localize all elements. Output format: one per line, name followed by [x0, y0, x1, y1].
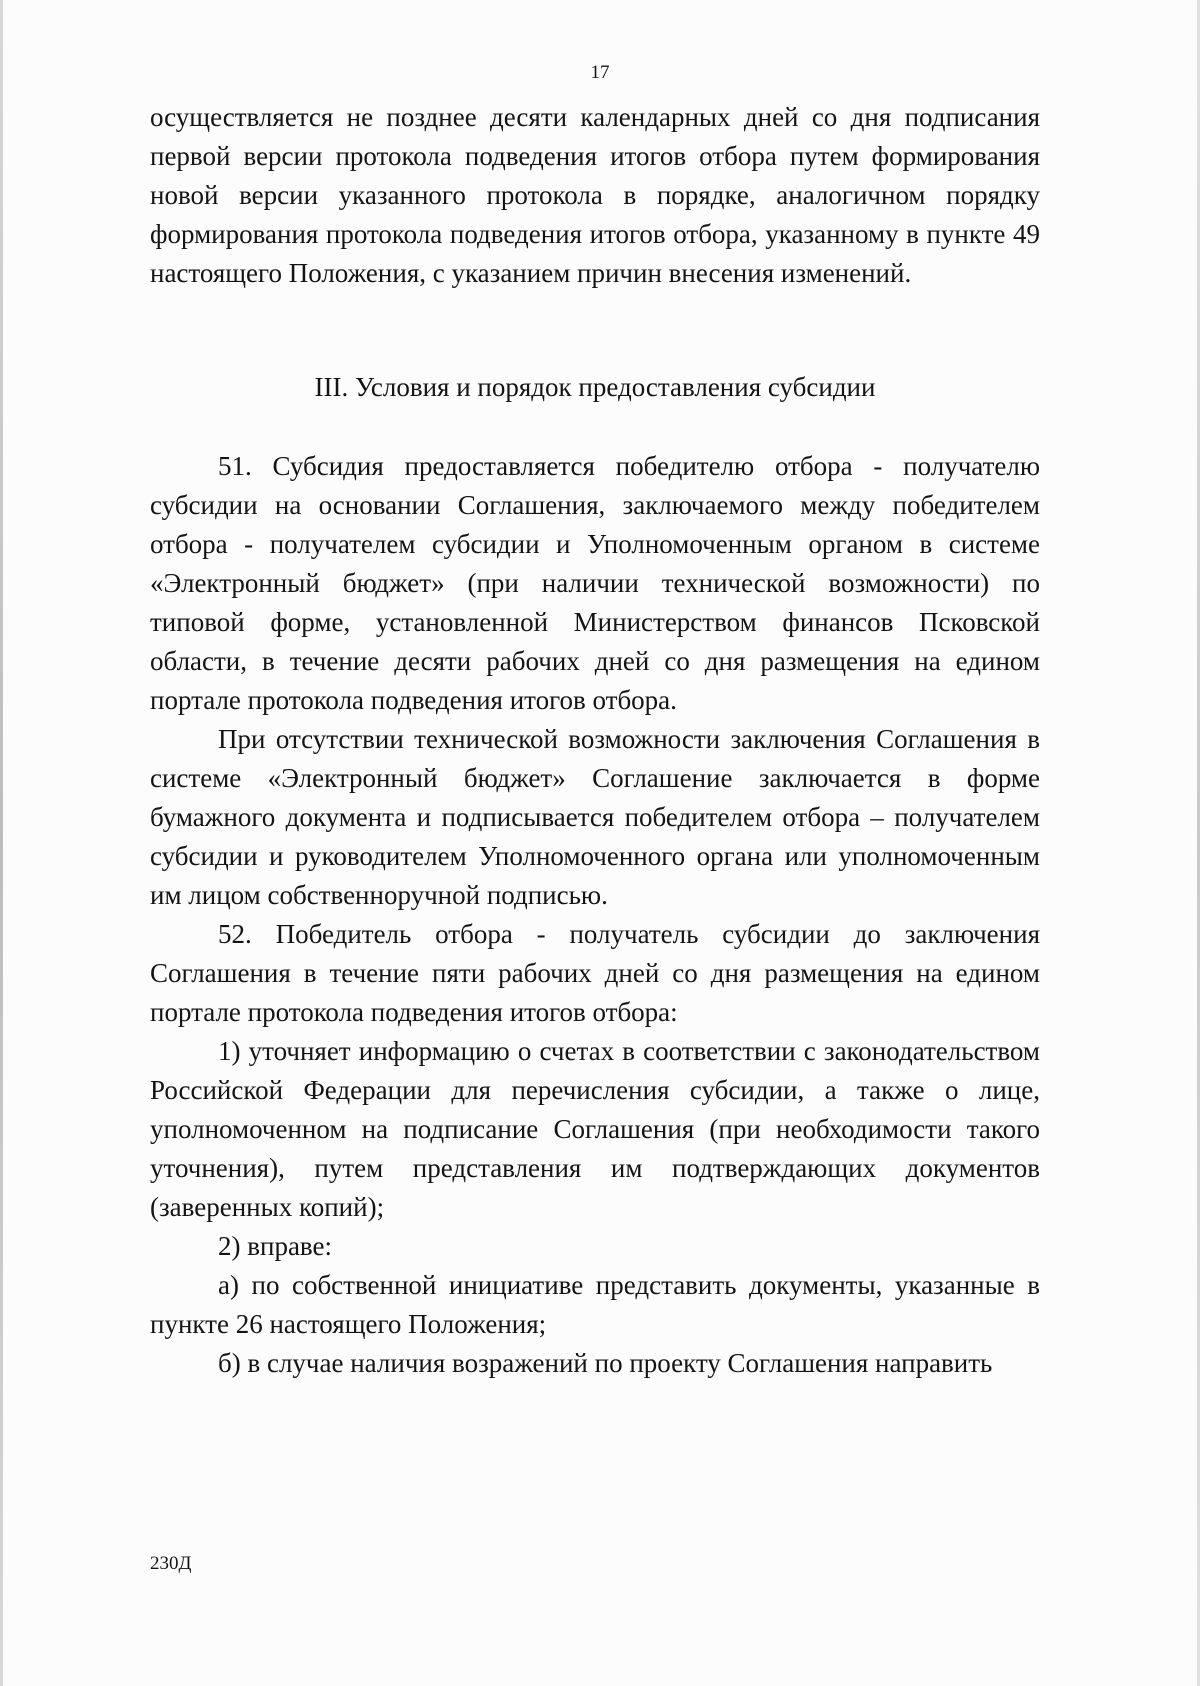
section-body — [150, 447, 1040, 1383]
paragraph-51: 51. Субсидия предоставляется победителю отбора - получателю субсидии на основании Соглашения, заключаемого между победителем отбора - получателем субсидии и Уполномоченным органом в системе «Электронный бюджет» (при наличии технической возможности) по типовой форме, установленной Министерством финансов Псковской области, в течение десяти рабочих дней со дня размещения на едином портале протокола подведения итогов отбора. — [150, 451, 1040, 715]
section-heading: III. Условия и порядок предоставления субсидии — [314, 372, 876, 402]
paragraph-52: 52. Победитель отбора - получатель субсидии до заключения Соглашения в течение пяти рабочих дней со дня размещения на едином портале протокола подведения итогов отбора: — [150, 919, 1040, 1027]
paragraph-no-technical-possibility: При отсутствии технической возможности заключения Соглашения в системе «Электронный бюджет» Соглашение заключается в форме бумажного документа и подписывается победителем отбора – получателем субсидии и руководителем Уполномоченного органа или уполномоченным им лицом собственноручной подписью. — [150, 724, 1040, 910]
paragraph-52-item-2a: а) по собственной инициативе представить документы, указанные в пункте 26 настоящего Положения; — [150, 1270, 1040, 1339]
paragraph-52-item-2b: б) в случае наличия возражений по проекту Соглашения направить — [218, 1348, 993, 1378]
paragraph-52-item-1: 1) уточняет информацию о счетах в соответствии с законодательством Российской Федерации для перечисления субсидии, а также о лице, уполномоченном на подписание Соглашения (при необходимости такого уточнения), путем представления им подтверждающих документов (заверенных копий); — [150, 1036, 1040, 1222]
continued-paragraph-block — [150, 98, 1040, 293]
page-number: 17 — [590, 62, 610, 83]
continued-paragraph: осуществляется не позднее десяти календарных дней со дня подписания первой версии протокола подведения итогов отбора путем формирования новой версии указанного протокола в порядке, аналогичном порядку формирования протокола подведения итогов отбора, указанному в пункте 49 настоящего Положения, с указанием причин внесения изменений. — [150, 102, 1040, 288]
scan-edge-left — [0, 0, 3, 1686]
paragraph-52-item-2: 2) вправе: — [218, 1231, 332, 1261]
footer-document-code: 230Д — [150, 1553, 192, 1574]
